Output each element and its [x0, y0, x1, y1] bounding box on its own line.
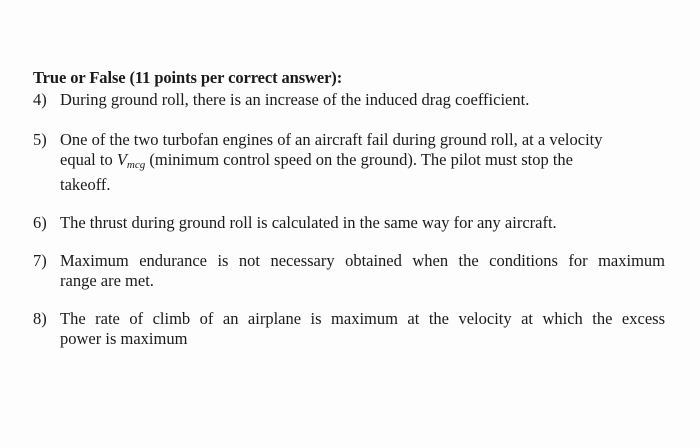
question-6 [33, 213, 665, 233]
question-line: Maximum endurance is not necessary obtained when the conditions for maximum [60, 251, 665, 270]
question-line-segment: equal to [60, 150, 117, 169]
question-text [60, 309, 665, 349]
vmcg-symbol [117, 150, 145, 169]
question-4 [33, 90, 665, 110]
question-line: takeoff. [60, 175, 111, 194]
question-number: 8) [33, 309, 47, 328]
question-text [60, 130, 665, 195]
question-text [60, 251, 665, 291]
question-line: One of the two turbofan engines of an aircraft fail during ground roll, at a velocity [60, 130, 603, 149]
question-line: During ground roll, there is an increase of the induced drag coefficient. [60, 90, 530, 109]
question-line: The thrust during ground roll is calculated in the same way for any aircraft. [60, 213, 557, 232]
question-8 [33, 309, 665, 349]
question-text [60, 213, 665, 233]
question-line: The rate of climb of an airplane is maximum at the velocity at which the excess [60, 309, 665, 328]
question-number: 6) [33, 213, 47, 232]
question-7 [33, 251, 665, 291]
question-5 [33, 130, 665, 195]
section-heading: True or False (11 points per correct answer): [33, 68, 343, 87]
question-line-segment: (minimum control speed on the ground). The pilot must stop the [145, 150, 573, 169]
question-number: 4) [33, 90, 47, 109]
question-line: range are met. [60, 271, 154, 290]
symbol-main: V [116, 150, 127, 169]
question-number: 7) [33, 251, 47, 270]
question-line: power is maximum [60, 329, 188, 348]
question-number: 5) [33, 130, 47, 149]
question-list [33, 90, 665, 349]
symbol-subscript: mcg [126, 159, 146, 171]
question-line [60, 150, 665, 175]
question-text [60, 90, 665, 110]
